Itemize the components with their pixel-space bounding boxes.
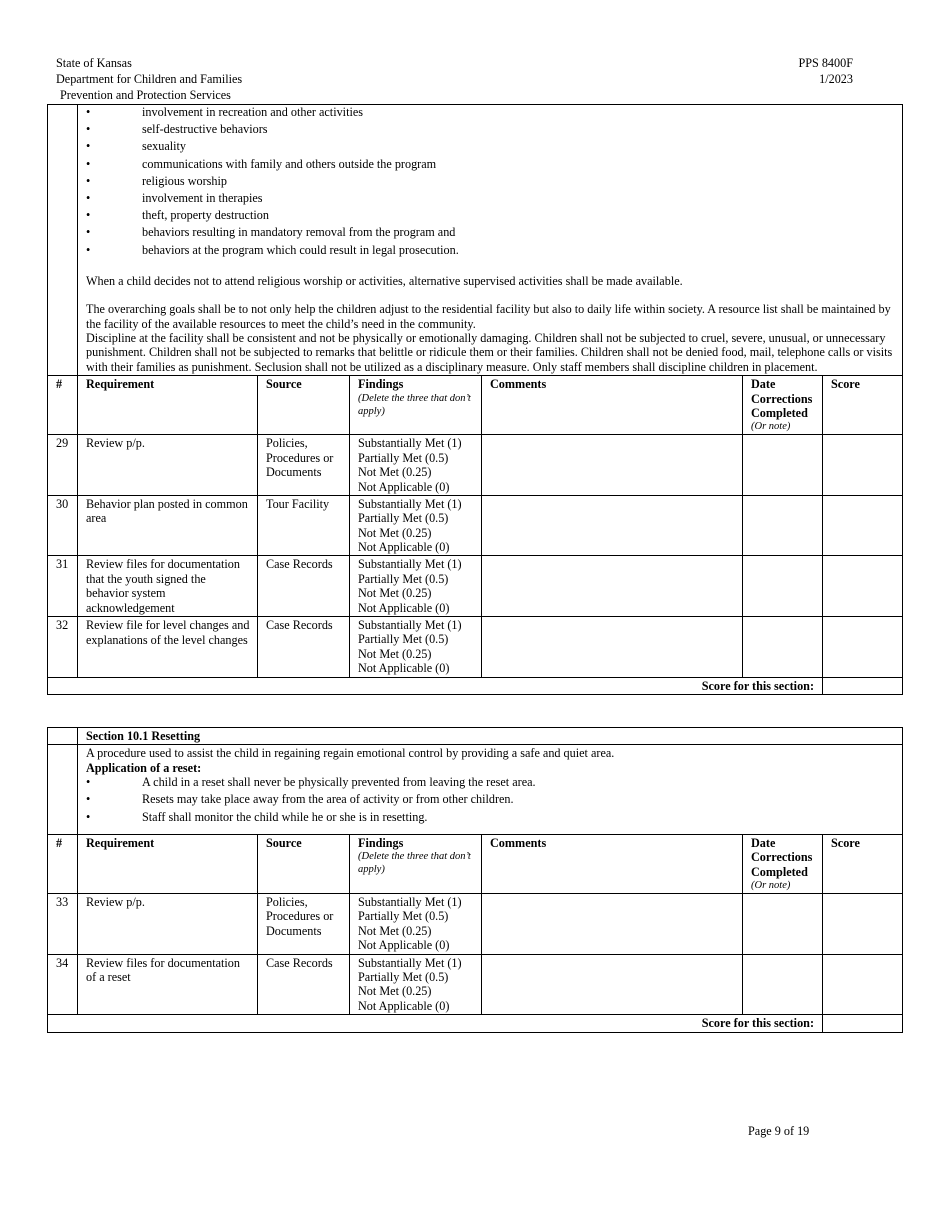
col-source: Source [258, 834, 350, 893]
col-num: # [48, 834, 78, 893]
bullet-item [86, 157, 894, 174]
row-findings[interactable] [350, 617, 482, 678]
section-description: A procedure used to assist the child in regaining regain emotional control by providing a safe and quiet area. [86, 746, 615, 761]
row-score[interactable] [823, 495, 903, 556]
row-requirement: Review p/p. [78, 894, 258, 955]
bullet-text: involvement in recreation and other activities [142, 105, 363, 119]
row-comments[interactable] [482, 435, 743, 496]
bullet-item [86, 243, 894, 260]
finding-option: Partially Met (0.5) [358, 909, 449, 924]
finding-option: Not Met (0.25) [358, 923, 432, 938]
section-desc-row [48, 745, 903, 834]
reset-bullet-list [86, 775, 896, 827]
bullet-item [86, 792, 896, 809]
row-requirement: Review files for documentation that the youth signed the behavior system acknowledgement [78, 556, 258, 617]
bullet-item [86, 225, 894, 242]
intro-paragraph-discipline: Discipline at the facility shall be consistent and not be physically or emotionally damaging. Children shall not be subjected to cruel, severe, unusual, or unnecessary punishment. Children shall not be subjected to remarks that belittle or ridicule them or their families. Children shall not be denied food, mail, telephone calls or visits with their families as punishment. Seclusion shall not be utilized as a disciplinary measure. Only staff members shall discipline children in placement. [86, 330, 893, 374]
bullet-text: self-destructive behaviors [142, 122, 268, 137]
section-score-row [48, 1015, 903, 1032]
bullet-text: Staff shall monitor the child while he or she is in resetting. [142, 809, 428, 824]
row-comments[interactable] [482, 556, 743, 617]
row-findings[interactable] [350, 954, 482, 1015]
header-form-number: PPS 8400F [798, 56, 853, 70]
page-number: Page 9 of 19 [748, 1124, 810, 1138]
row-date-corrections[interactable] [743, 435, 823, 496]
section-title: Section 10.1 Resetting [78, 728, 903, 745]
col-findings: Findings (Delete the three that don’t apply) [350, 834, 482, 893]
table-header-row [48, 834, 903, 893]
bullet-item [86, 174, 894, 191]
row-source: Case Records [258, 954, 350, 1015]
requirement-row [48, 435, 903, 496]
bullet-text: behaviors resulting in mandatory removal from the program and [142, 225, 456, 240]
row-requirement: Review p/p. [78, 435, 258, 496]
bullet-icon: • [86, 792, 91, 807]
row-number: 34 [48, 954, 78, 1015]
bullet-item [86, 122, 894, 139]
finding-option: Substantially Met (1) [358, 557, 462, 572]
row-source: Tour Facility [258, 495, 350, 556]
bullet-icon: • [86, 225, 91, 240]
row-date-corrections[interactable] [743, 617, 823, 678]
requirement-row [48, 954, 903, 1015]
row-number: 30 [48, 495, 78, 556]
row-comments[interactable] [482, 617, 743, 678]
finding-option: Not Applicable (0) [358, 540, 450, 555]
col-requirement: Requirement [78, 834, 258, 893]
col-date-corrections: Date Corrections Completed (Or note) [743, 834, 823, 893]
bullet-icon: • [86, 156, 91, 171]
bullet-text: communications with family and others outside the program [142, 156, 437, 171]
requirement-row [48, 556, 903, 617]
bullet-text: religious worship [142, 173, 227, 188]
bullet-icon: • [86, 242, 91, 257]
requirements-table-section-10 [47, 104, 903, 695]
score-label: Score for this section: [48, 1015, 823, 1032]
row-source: Policies, Procedures or Documents [258, 894, 350, 955]
bullet-item [86, 775, 896, 792]
bullet-item [86, 105, 894, 122]
col-findings: Findings (Delete the three that don’t apply) [350, 376, 482, 435]
intro-row [48, 105, 903, 376]
bullet-text: Resets may take place away from the area of activity or from other children. [142, 792, 514, 807]
finding-option: Partially Met (0.5) [358, 632, 449, 647]
bullet-icon: • [86, 208, 91, 223]
col-requirement: Requirement [78, 376, 258, 435]
col-num: # [48, 376, 78, 435]
row-source: Case Records [258, 556, 350, 617]
requirement-row [48, 894, 903, 955]
finding-option: Partially Met (0.5) [358, 571, 449, 586]
header-org: State of Kansas [56, 56, 132, 70]
finding-option: Not Applicable (0) [358, 998, 450, 1013]
col-source: Source [258, 376, 350, 435]
row-score[interactable] [823, 894, 903, 955]
header-date: 1/2023 [819, 72, 853, 86]
section-score-row [48, 677, 903, 694]
row-date-corrections[interactable] [743, 894, 823, 955]
finding-option: Substantially Met (1) [358, 436, 462, 451]
row-number: 33 [48, 894, 78, 955]
row-number: 31 [48, 556, 78, 617]
bullet-icon: • [86, 105, 91, 119]
score-field[interactable] [823, 1015, 903, 1032]
intro-paragraph-goals: The overarching goals shall be to not only help the children adjust to the residential facility but also to daily life within society. A resource list shall be maintained by the facility of the available resources to meet the child’s need in the community. [86, 302, 891, 331]
finding-option: Not Met (0.25) [358, 646, 432, 661]
row-number: 32 [48, 617, 78, 678]
bullet-icon: • [86, 173, 91, 188]
requirement-row [48, 617, 903, 678]
row-score[interactable] [823, 954, 903, 1015]
bullet-text: behaviors at the program which could result in legal prosecution. [142, 242, 459, 257]
finding-option: Partially Met (0.5) [358, 511, 449, 526]
header-division: Prevention and Protection Services [60, 88, 231, 102]
finding-option: Not Applicable (0) [358, 600, 450, 615]
score-label: Score for this section: [48, 677, 823, 694]
row-comments[interactable] [482, 495, 743, 556]
row-source: Case Records [258, 617, 350, 678]
bullet-icon: • [86, 775, 91, 790]
bullet-item [86, 191, 894, 208]
bullet-icon: • [86, 809, 91, 824]
bullet-icon: • [86, 139, 91, 154]
row-findings[interactable] [350, 495, 482, 556]
bullet-text: theft, property destruction [142, 208, 269, 223]
row-date-corrections[interactable] [743, 495, 823, 556]
score-field[interactable] [823, 677, 903, 694]
finding-option: Not Met (0.25) [358, 984, 432, 999]
row-requirement: Behavior plan posted in common area [78, 495, 258, 556]
section-desc-cell [78, 745, 903, 834]
row-requirement: Review file for level changes and explanations of the level changes [78, 617, 258, 678]
table-header-row [48, 376, 903, 435]
finding-option: Not Applicable (0) [358, 938, 450, 953]
finding-option: Substantially Met (1) [358, 618, 462, 633]
finding-option: Substantially Met (1) [358, 895, 462, 909]
bullet-item [86, 810, 896, 827]
bullet-icon: • [86, 190, 91, 205]
application-title: Application of a reset: [86, 760, 202, 775]
col-score: Score [823, 834, 903, 893]
row-score[interactable] [823, 617, 903, 678]
requirements-table-section-10-1 [47, 727, 903, 1033]
bullet-text: A child in a reset shall never be physically prevented from leaving the reset area. [142, 775, 536, 790]
intro-paragraph-worship: When a child decides not to attend religious worship or activities, alternative supervised activities shall be made available. [86, 273, 683, 288]
intro-bullet-list [86, 105, 894, 260]
finding-option: Not Met (0.25) [358, 465, 432, 480]
row-date-corrections[interactable] [743, 556, 823, 617]
row-source: Policies, Procedures or Documents [258, 435, 350, 496]
col-comments: Comments [482, 834, 743, 893]
bullet-item [86, 139, 894, 156]
finding-option: Not Applicable (0) [358, 661, 450, 676]
bullet-icon: • [86, 122, 91, 137]
row-date-corrections[interactable] [743, 954, 823, 1015]
finding-option: Not Applicable (0) [358, 479, 450, 494]
bullet-text: involvement in therapies [142, 190, 263, 205]
row-score[interactable] [823, 556, 903, 617]
row-comments[interactable] [482, 894, 743, 955]
row-findings[interactable] [350, 894, 482, 955]
requirement-row [48, 495, 903, 556]
finding-option: Not Met (0.25) [358, 586, 432, 601]
row-comments[interactable] [482, 954, 743, 1015]
section-title-row [48, 728, 903, 745]
col-score: Score [823, 376, 903, 435]
bullet-item [86, 208, 894, 225]
finding-option: Partially Met (0.5) [358, 969, 449, 984]
col-date-corrections: Date Corrections Completed (Or note) [743, 376, 823, 435]
finding-option: Substantially Met (1) [358, 955, 462, 970]
row-score[interactable] [823, 435, 903, 496]
finding-option: Substantially Met (1) [358, 496, 462, 511]
bullet-text: sexuality [142, 139, 187, 154]
intro-cell [78, 105, 903, 376]
row-findings[interactable] [350, 435, 482, 496]
finding-option: Partially Met (0.5) [358, 450, 449, 465]
row-number: 29 [48, 435, 78, 496]
row-requirement: Review files for documentation of a reset [78, 954, 258, 1015]
finding-option: Not Met (0.25) [358, 525, 432, 540]
header-department: Department for Children and Families [56, 72, 243, 86]
row-findings[interactable] [350, 556, 482, 617]
col-comments: Comments [482, 376, 743, 435]
